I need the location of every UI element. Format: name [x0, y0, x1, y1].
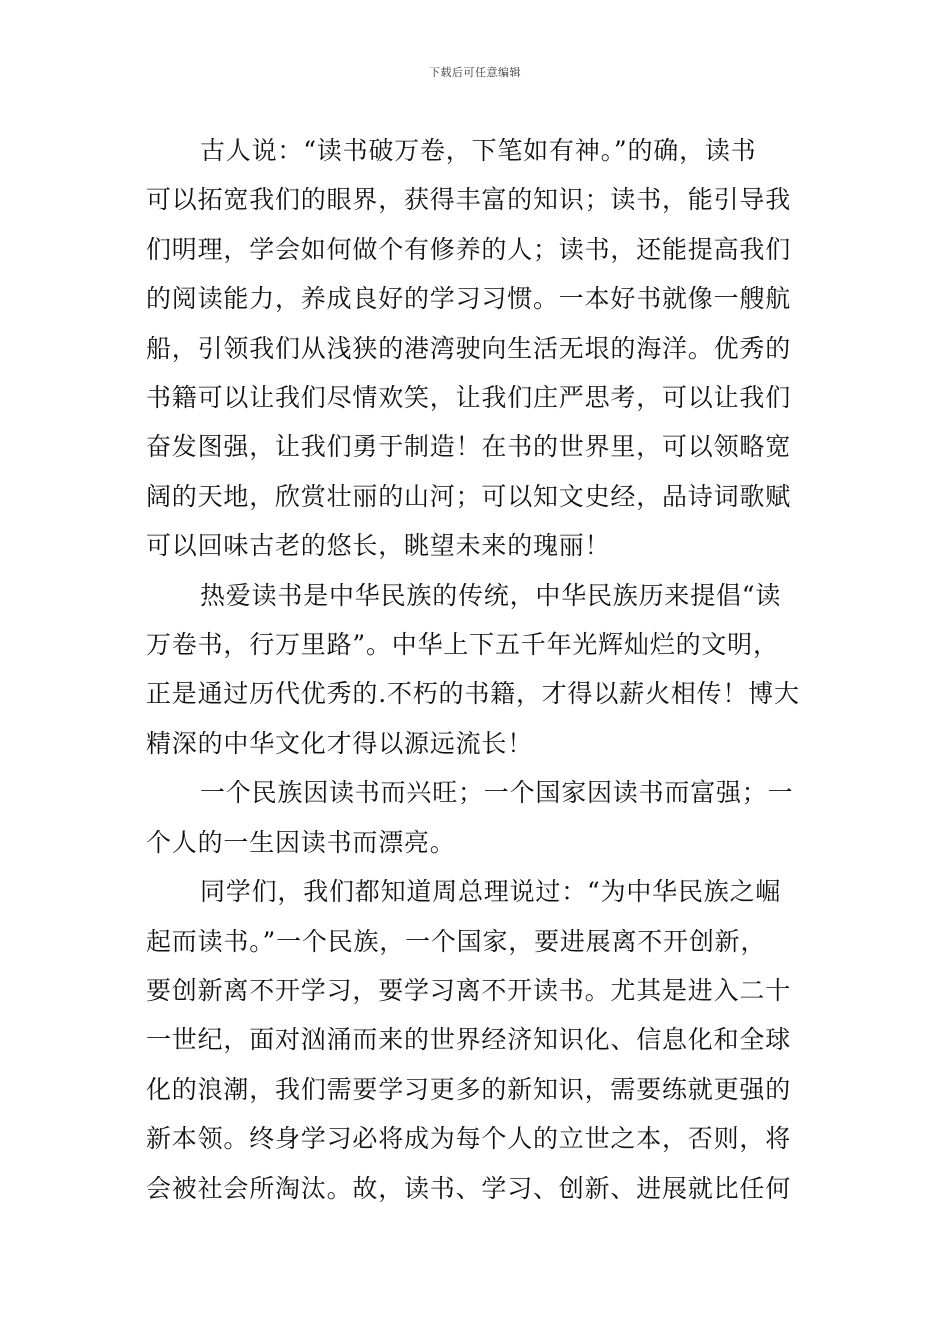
text-line: 万卷书，行万里路”。中华上下五千年光辉灿烂的文明， — [146, 630, 779, 660]
text-line: 同学们，我们都知道周总理说过：“为中华民族之崛 — [200, 877, 782, 907]
text-line: 化的浪潮，我们需要学习更多的新知识，需要练就更强的 — [146, 1074, 792, 1104]
text-line: 热爱读书是中华民族的传统，中华民族历来提倡“读 — [200, 580, 782, 610]
text-line: 书籍可以让我们尽情欢笑，让我们庄严思考，可以让我们 — [146, 383, 792, 413]
page-header: 下载后可任意编辑 — [429, 66, 521, 79]
text-line: 奋发图强，让我们勇于制造！在书的世界里，可以领略宽 — [146, 432, 792, 462]
text-line: 要创新离不开学习，要学习离不开读书。尤其是进入二十 — [146, 975, 792, 1005]
paragraph-4 — [146, 867, 806, 1213]
text-line: 个人的一生因读书而漂亮。 — [146, 827, 456, 857]
text-line: 可以拓宽我们的眼界，获得丰富的知识；读书，能引导我 — [146, 185, 792, 215]
text-line: 一世纪，面对汹涌而来的世界经济知识化、信息化和全球 — [146, 1025, 792, 1055]
text-line: 可以回味古老的悠长，眺望未来的瑰丽！ — [146, 531, 611, 561]
document-body — [146, 126, 806, 1213]
text-line: 阔的天地，欣赏壮丽的山河；可以知文史经，品诗词歌赋 — [146, 481, 792, 511]
text-line: 新本领。终身学习必将成为每个人的立世之本，否则，将 — [146, 1124, 792, 1154]
text-line: 正是通过历代优秀的.不朽的书籍，才得以薪火相传！博大 — [146, 679, 800, 709]
text-line: 一个民族因读书而兴旺；一个国家因读书而富强；一 — [200, 778, 794, 808]
text-line: 精深的中华文化才得以源远流长！ — [146, 728, 534, 758]
text-line: 古人说：“读书破万卷，下笔如有神。”的确，读书 — [200, 136, 757, 165]
text-line: 船，引领我们从浅狭的港湾驶向生活无垠的海洋。优秀的 — [146, 333, 792, 363]
paragraph-1 — [146, 126, 806, 571]
text-line: 们明理，学会如何做个有修养的人；读书，还能提高我们 — [146, 234, 792, 264]
text-line: 会被社会所淘汰。故，读书、学习、创新、进展就比任何 — [146, 1173, 792, 1203]
text-line: 起而读书。”一个民族，一个国家，要进展离不开创新， — [146, 926, 767, 956]
paragraph-2 — [146, 571, 806, 769]
text-line: 的阅读能力，养成良好的学习习惯。一本好书就像一艘航 — [146, 284, 792, 314]
paragraph-3 — [146, 768, 806, 867]
